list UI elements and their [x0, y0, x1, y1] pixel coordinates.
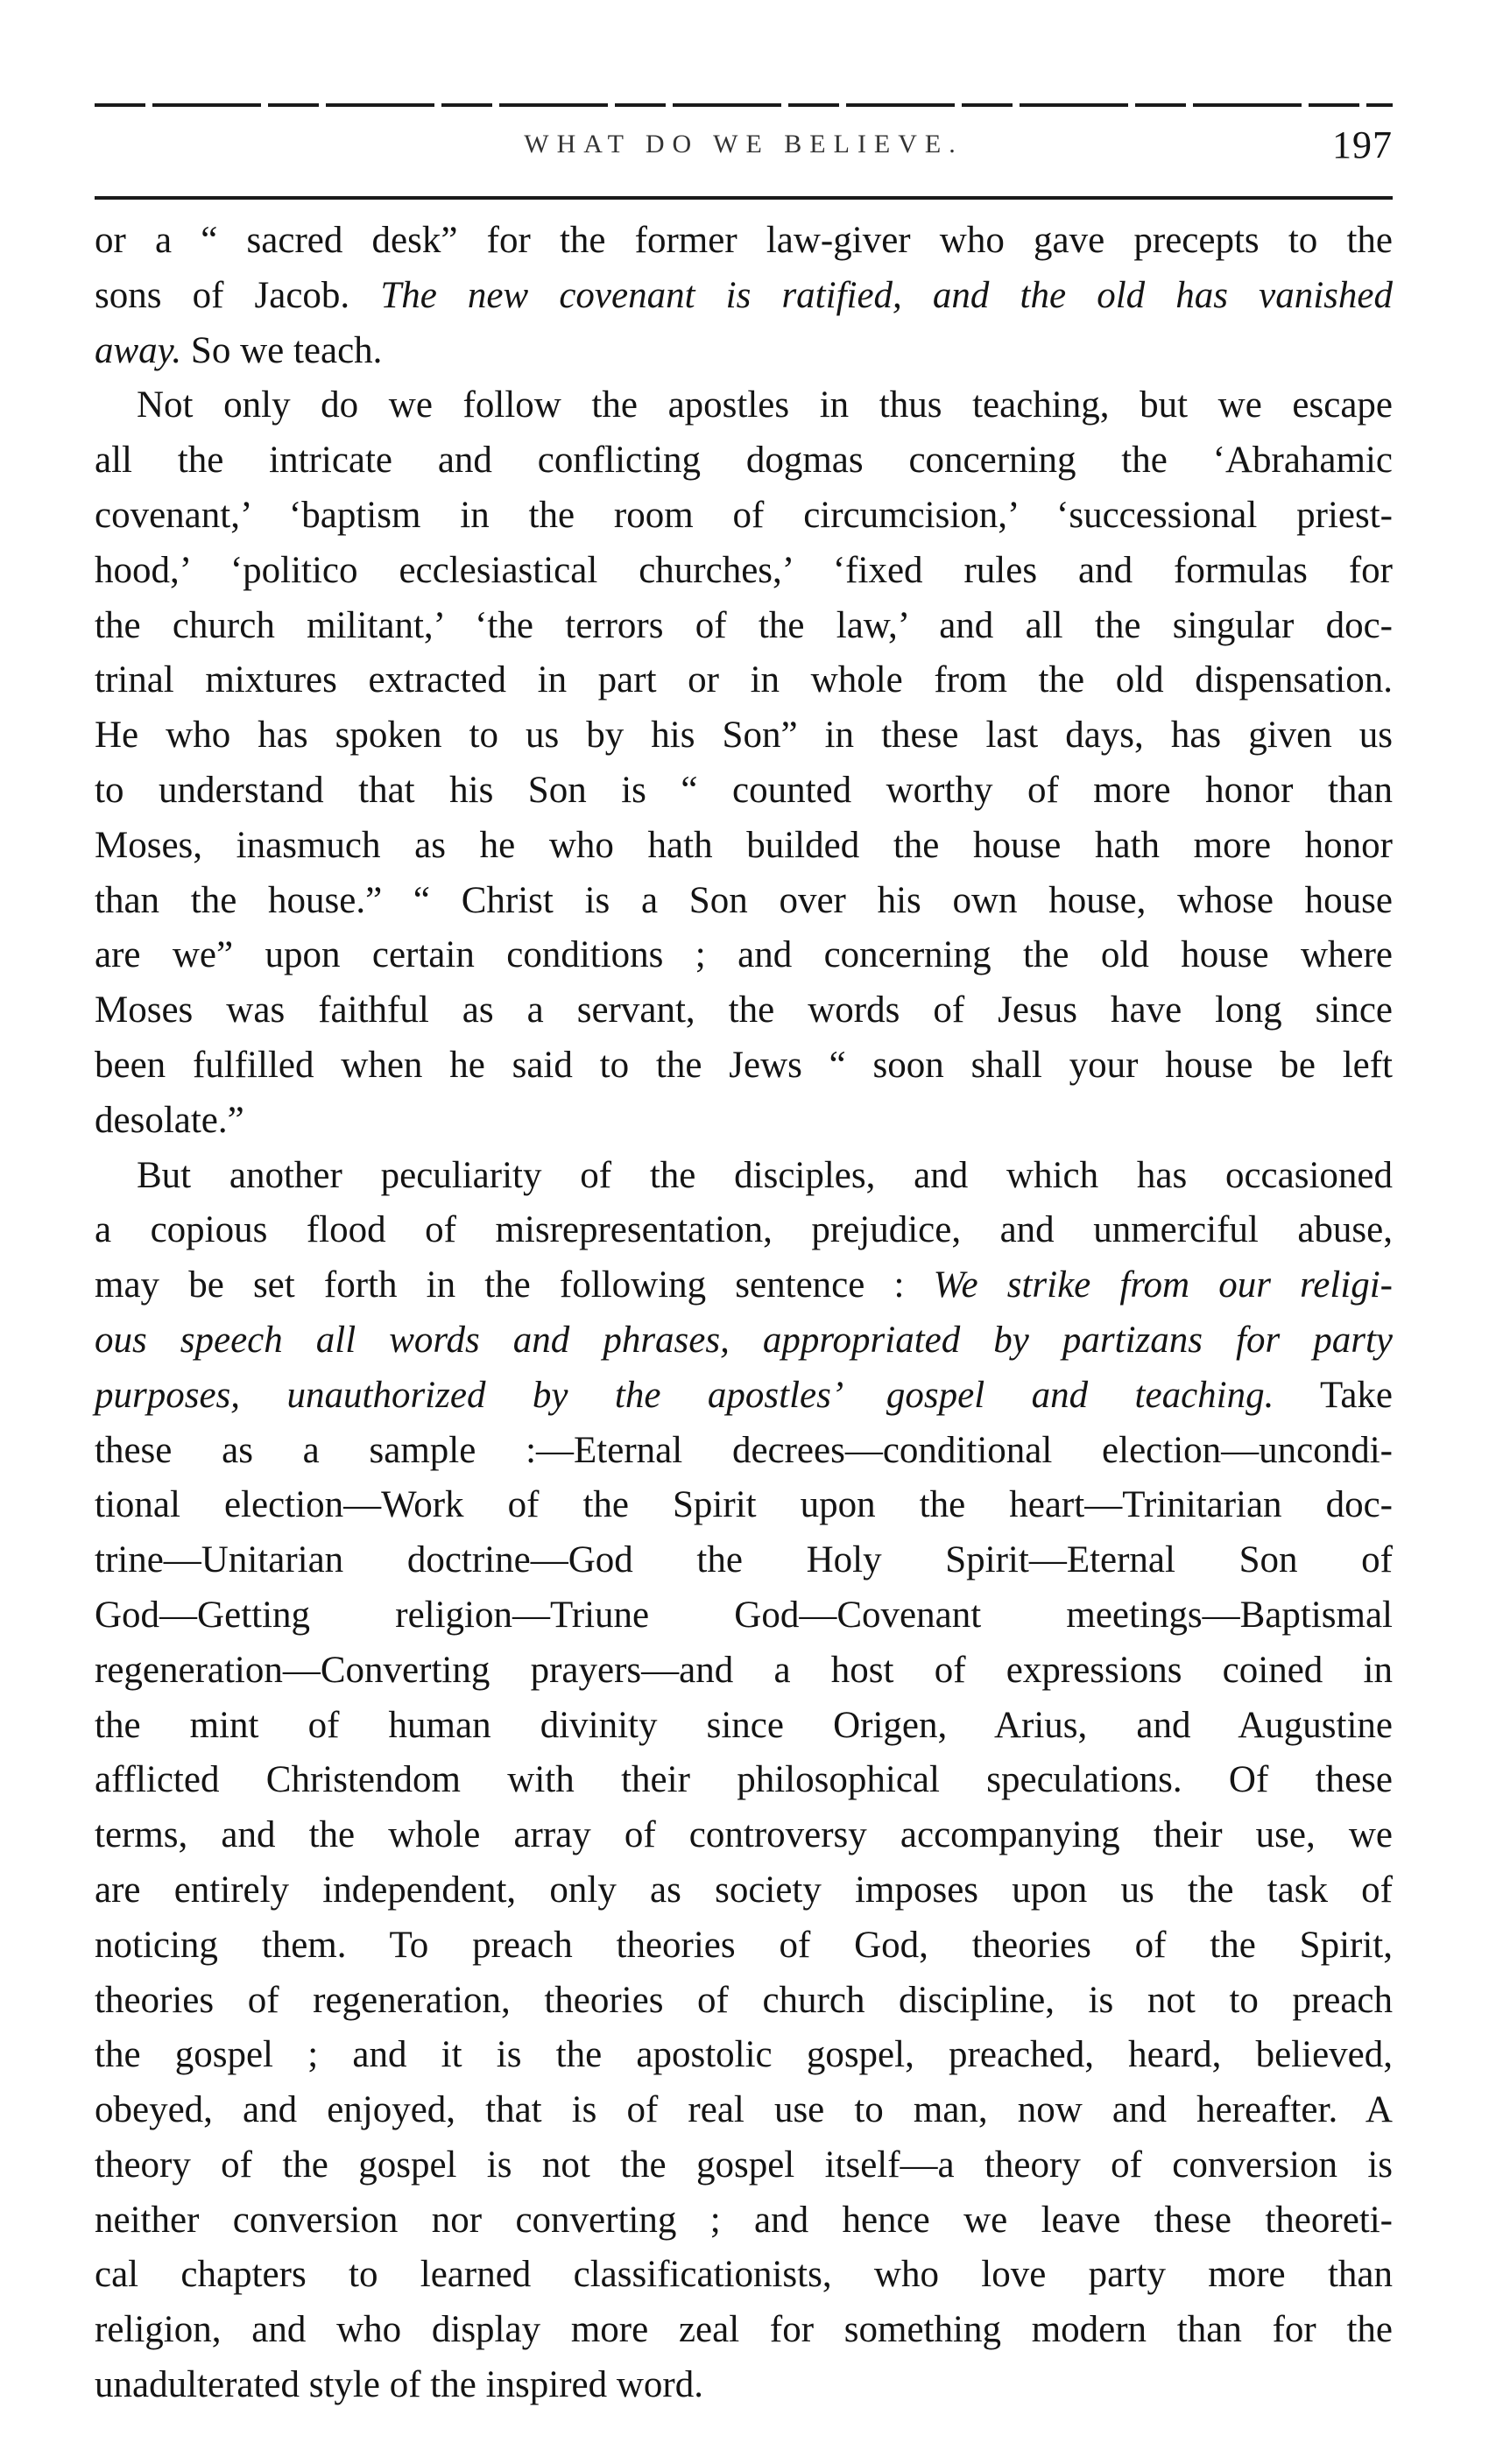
text-line: been fulfilled when he said to the Jews “ soon shall your house be left	[95, 1044, 1393, 1086]
text-line: neither conversion nor converting ; and hence we leave these theoreti-	[95, 2199, 1393, 2241]
text-line	[95, 324, 1393, 379]
running-header	[95, 123, 1393, 175]
page-number: 197	[1332, 123, 1393, 166]
italic-segment: away.	[95, 329, 182, 371]
italic-segment: The new covenant is ratified, and the old has vanished	[380, 274, 1393, 316]
text-segment: Take	[1274, 1374, 1393, 1416]
text-line: desolate.”	[95, 1099, 244, 1141]
paragraph-first-line: Not only do we follow the apostles in thus teaching, but we escape	[137, 384, 1393, 426]
body-text	[95, 214, 1393, 2413]
text-line: trine—Unitarian doctrine—God the Holy Spirit—Eternal Son of	[95, 1539, 1393, 1581]
text-line: obeyed, and enjoyed, that is of real use to man, now and hereafter. A	[95, 2089, 1393, 2131]
italic-segment: ous speech all words and phrases, appropriated by partizans for party	[95, 1319, 1393, 1361]
text-line: cal chapters to learned classificationists, who love party more than	[95, 2254, 1393, 2296]
text-line: the church militant,’ ‘the terrors of the law,’ and all the singular doc-	[95, 604, 1393, 646]
text-segment: may be set forth in the following sentence :	[95, 1264, 934, 1306]
text-line: the gospel ; and it is the apostolic gospel, preached, heard, believed,	[95, 2034, 1393, 2076]
text-line	[95, 1369, 1393, 1424]
text-line: Moses, inasmuch as he who hath builded the house hath more honor	[95, 824, 1393, 866]
text-line: theories of regeneration, theories of church discipline, is not to preach	[95, 1979, 1393, 2021]
text-line: a copious flood of misrepresentation, prejudice, and unmerciful abuse,	[95, 1209, 1393, 1251]
text-line: God—Getting religion—Triune God—Covenant meetings—Baptismal	[95, 1594, 1393, 1636]
text-line: terms, and the whole array of controversy accompanying their use, we	[95, 1814, 1393, 1856]
text-line: unadulterated style of the inspired word.	[95, 2364, 703, 2406]
text-line: to understand that his Son is “ counted worthy of more honor than	[95, 769, 1393, 811]
text-segment: So we teach.	[181, 329, 383, 371]
italic-segment: purposes, unauthorized by the apostles’ gospel and teaching.	[95, 1374, 1274, 1416]
text-line: or a “ sacred desk” for the former law-giver who gave precepts to the	[95, 220, 1393, 261]
text-line	[95, 269, 1393, 324]
text-line: trinal mixtures extracted in part or in whole from the old dispensation.	[95, 659, 1393, 701]
text-line: all the intricate and conflicting dogmas concerning the ‘Abrahamic	[95, 440, 1393, 482]
text-line: hood,’ ‘politico ecclesiastical churches,’ ‘fixed rules and formulas for	[95, 549, 1393, 591]
text-line: Moses was faithful as a servant, the words of Jesus have long since	[95, 989, 1393, 1031]
text-line: tional election—Work of the Spirit upon the heart—Trinitarian doc-	[95, 1484, 1393, 1526]
text-line: these as a sample :—Eternal decrees—conditional election—uncondi-	[95, 1429, 1393, 1471]
text-line	[95, 1313, 1393, 1369]
text-line: He who has spoken to us by his Son” in these last days, has given us	[95, 715, 1393, 757]
text-line: covenant,’ ‘baptism in the room of circumcision,’ ‘successional priest-	[95, 494, 1393, 536]
text-line: the mint of human divinity since Origen, Arius, and Augustine	[95, 1704, 1393, 1746]
text-line: noticing them. To preach theories of God, theories of the Spirit,	[95, 1924, 1393, 1966]
text-line: regeneration—Converting prayers—and a host of expressions coined in	[95, 1649, 1393, 1691]
header-bottom-rule	[95, 196, 1393, 200]
text-line: religion, and who display more zeal for something modern than for the	[95, 2309, 1393, 2351]
text-line	[95, 1258, 1393, 1313]
text-line: are entirely independent, only as society imposes upon us the task of	[95, 1869, 1393, 1911]
paragraph-first-line: But another peculiarity of the disciples, and which has occasioned	[137, 1154, 1393, 1196]
running-title: WHAT DO WE BELIEVE.	[524, 130, 963, 158]
italic-segment: We strike from our religi-	[933, 1264, 1393, 1306]
text-line: afflicted Christendom with their philosophical speculations. Of these	[95, 1759, 1393, 1801]
header-top-rule	[95, 103, 1393, 107]
text-line: theory of the gospel is not the gospel itself—a theory of conversion is	[95, 2144, 1393, 2186]
text-line: are we” upon certain conditions ; and concerning the old house where	[95, 934, 1393, 976]
text-line: than the house.” “ Christ is a Son over his own house, whose house	[95, 879, 1393, 921]
text-segment: sons of Jacob.	[95, 274, 381, 316]
